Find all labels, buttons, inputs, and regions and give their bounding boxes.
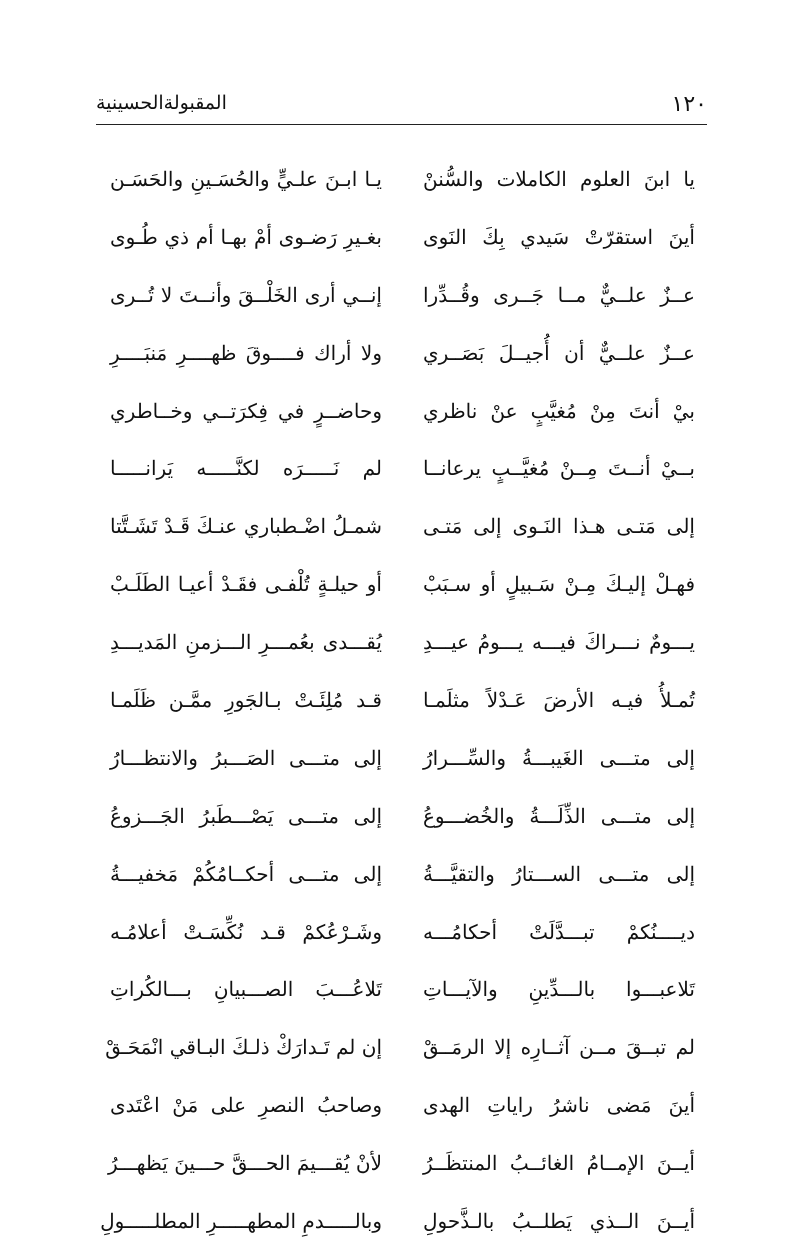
verse-row (110, 960, 695, 1018)
verse-first-hemistich: تُمـلأُ فيـه الأرضَ عَـدْلاً مثلَمـا (423, 687, 695, 712)
verse-row (110, 787, 695, 845)
verse-first-hemistich: إلى متـــى الغَيبـــةُ والسِّـــرارُ (423, 745, 695, 770)
verse-first-hemistich: أيــنَ الإمــامُ الغائــبُ المنتظَــرُ (423, 1151, 695, 1176)
verse-row (100, 1192, 695, 1250)
verse-first-hemistich: لم تبــقَ مــن آثــارِه إلا الرمَــقْ (423, 1035, 695, 1060)
verse-first-hemistich: إلى متـــى الذِّلَـــةُ والخُضـــوعُ (423, 803, 695, 828)
verse-second-hemistich: وحاضــرٍ في فِكرَتــي وخــاطري (110, 398, 382, 423)
verse-row (110, 324, 695, 382)
page-header (96, 88, 707, 125)
verse-second-hemistich: بغـيرِ رَضـوى أمْ بهـا أم ذي طُـوى (110, 224, 382, 249)
verse-row (110, 729, 695, 787)
verse-row (110, 845, 695, 903)
verse-first-hemistich: بيْ أنتَ مِنْ مُغيَّبٍ عنْ ناظري (423, 398, 695, 423)
verse-first-hemistich: عــزٌ علــيٌّ مــا جَــرى وقُــدِّرا (423, 282, 695, 307)
verse-first-hemistich: عــزٌ علــيٌّ أن أُجيــلَ بَصَــري (423, 340, 695, 365)
verse-row (110, 613, 695, 671)
verse-row (110, 1134, 695, 1192)
verse-row (110, 903, 695, 961)
verse-second-hemistich: إلى متـــى يَصْـــطَبرُ الجَـــزوعُ (110, 803, 382, 828)
verse-first-hemistich: إلى متـــى الســـتارُ والتقيَّـــةُ (423, 861, 695, 886)
verse-first-hemistich: فهـلْ إليـكَ مِـنْ سَـبيلٍ أو سـبَبْ (423, 572, 695, 597)
verse-second-hemistich: شمـلُ اضْـطباري عنـكَ قَـدْ تَشَـتَّتا (110, 514, 382, 539)
verse-second-hemistich: إن لم تَـدارَكْ ذلـكَ البـاقي انْمَحَـقْ (105, 1035, 382, 1060)
verse-second-hemistich: لم نَـــــرَه لكنَّـــــه يَرانـــــا (110, 456, 382, 481)
verse-second-hemistich: يـا ابـنَ علـيٍّ والحُسَـينِ والحَسَـن (110, 166, 382, 191)
verse-row (110, 497, 695, 555)
verse-second-hemistich: وبالـــــدمِ المطهـــــرِ المطلـــــولِ (100, 1208, 382, 1233)
verse-second-hemistich: وصاحبُ النصرِ على مَنْ اعْتَدى (110, 1093, 382, 1118)
verse-row (110, 671, 695, 729)
verse-row (110, 1076, 695, 1134)
poem (100, 150, 695, 1250)
verse-first-hemistich: بــيْ أنــتَ مِــنْ مُغيَّــبٍ يرعانــا (423, 456, 695, 481)
verse-row (110, 266, 695, 324)
verse-first-hemistich: أينَ استقرّتْ سَيدي بِكَ النَوى (423, 224, 695, 249)
verse-first-hemistich: يا ابنَ العلوم الكاملات والسُّننْ (423, 166, 695, 191)
verse-row (110, 555, 695, 613)
verse-first-hemistich: يـــومٌ نـــراكَ فيـــه يـــومُ عيـــدِ (423, 630, 695, 655)
verse-second-hemistich: أو حيلـةٍ تُلْفـى فقَـدْ أعيـا الطَلَـبْ (110, 572, 382, 597)
verse-second-hemistich: ولا أراك فــــوقَ ظهــــرِ مَنبَــــرِ (110, 340, 382, 365)
verse-first-hemistich: تَلاعبـــوا بالـــدِّينِ والآيـــاتِ (423, 977, 695, 1002)
verse-first-hemistich: ديــــنُكمْ تبـــدَّلَتْ أحكامُـــه (423, 919, 695, 944)
page-number: ١٢٠ (671, 92, 707, 117)
verse-row (110, 439, 695, 497)
verse-second-hemistich: إلى متـــى الصَـــبرُ والانتظـــارُ (110, 745, 382, 770)
verse-row (110, 382, 695, 440)
verse-row (110, 150, 695, 208)
verse-first-hemistich: أينَ مَضى ناشرُ راياتِ الهدى (423, 1093, 695, 1118)
verse-first-hemistich: إلى مَتـى هـذا النَـوى إلى مَتـى (423, 514, 695, 539)
verse-first-hemistich: أيــنَ الــذي يَطلــبُ بالـذَّحولِ (423, 1208, 695, 1233)
running-title: المقبولةالحسينية (96, 92, 227, 114)
verse-second-hemistich: تَلاعُـــبَ الصـــبيانِ بـــالكُراتِ (110, 977, 382, 1002)
verse-row (110, 208, 695, 266)
verse-second-hemistich: لأنْ يُقـــيمَ الحـــقَّ حـــينَ يَظهـــرُ (108, 1151, 382, 1176)
verse-second-hemistich: وشَـرْعُكمْ قـد نُكِّسَـتْ أعلامُـه (110, 919, 382, 944)
verse-second-hemistich: يُقـــدى بعُمـــرِ الـــزمنِ المَديـــدِ (110, 630, 382, 655)
verse-second-hemistich: قـد مُلِئَـتْ بـالجَورِ ممَّـن ظَلَمـا (110, 687, 382, 712)
verse-row (105, 1018, 695, 1076)
verse-second-hemistich: إلى متـــى أحكــامُكُمْ مَخفيـــةُ (110, 861, 382, 886)
verse-second-hemistich: إنــي أرى الخَلْــقَ وأنــتَ لا تُــرى (110, 282, 382, 307)
